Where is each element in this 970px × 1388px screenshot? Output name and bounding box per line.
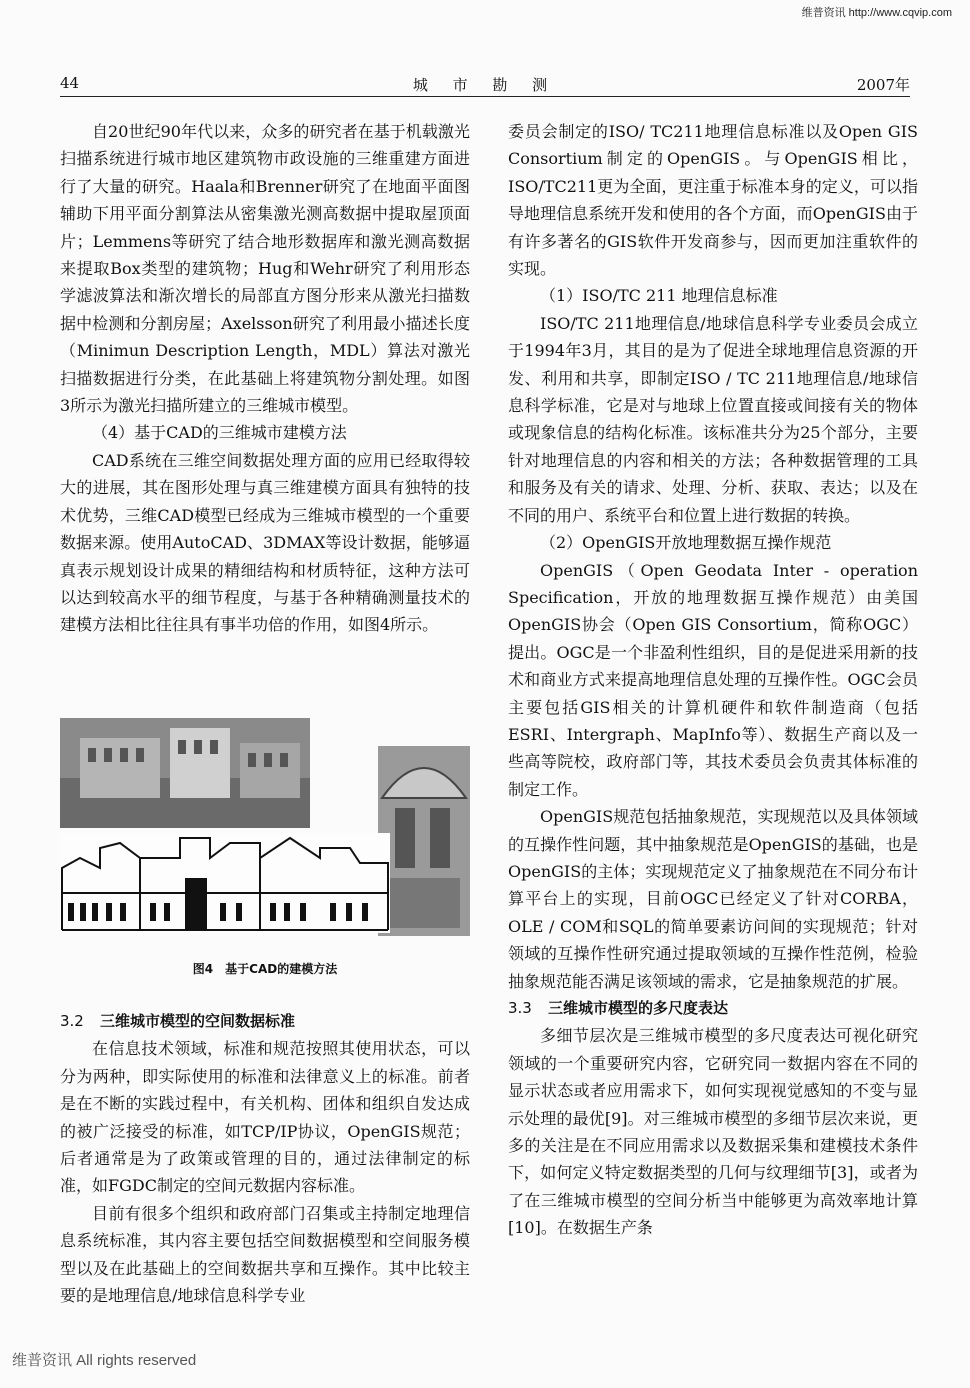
paragraph: OpenGIS规范包括抽象规范，实现规范以及具体领域的互操作性问题，其中抽象规范是OpenGIS的基础，也是OpenGIS的主体；实现规范定义了抽象规范在不同分布计算平台上的实现，目前OGC已经定义了针对CORBA，OLE / COM和SQL的简单要素访问间的实现规范；针对领域的互操作性研究通过提取领域的互操作性范例，检验抽象规范能否满足该领域的需求，它是抽象规范的扩展。 [508,807,918,991]
figure-4-cad-models [60,718,470,938]
page-header [60,72,910,97]
footer-watermark: 维普资讯 All rights reserved [12,1352,197,1369]
journal-title: 城 市 勘 测 [412,76,558,94]
building-illustration [60,718,470,938]
paragraph: CAD系统在三维空间数据处理方面的应用已经取得较大的进展，其在图形处理与真三维建模方面具有独特的技术优势，三维CAD模型已经成为三维城市模型的一个重要数据来源。使用AutoCAD、3DMAX等设计数据，能够逼真表示规划设计成果的精细结构和材质特征，这种方法可以达到较高水平的细节程度，与基于各种精确测量技术的建模方法相比往往具有事半功倍的作用，如图4所示。 [60,450,470,635]
paragraph: 目前有很多个组织和政府部门召集或主持制定地理信息系统标准，其内容主要包括空间数据模型和空间服务模型以及在此基础上的空间数据共享和互操作。其中比较主要的是地理信息/地球信息科学专业 [60,1203,470,1306]
left-column [60,118,470,639]
section-heading [508,995,918,1022]
section-title: 三维城市模型的多尺度表达 [548,999,729,1017]
paragraph: 委员会制定的ISO/ TC211地理信息标准以及Open GIS Consortium制定的OpenGIS。与OpenGIS相比，ISO/TC211更为全面，更注重于标准本身的定义，可以指导地理信息系统开发和使用的各个方面，而OpenGIS由于有许多著名的GIS软件开发商参与，因而更加注重软件的实现。 [508,122,918,279]
left-column-lower [60,1008,470,1309]
subheading: （2）OpenGIS开放地理数据互操作规范 [540,533,832,553]
right-column [508,118,918,1242]
page-number: 44 [60,74,80,92]
paragraph: ISO/TC 211地理信息/地球信息科学专业委员会成立于1994年3月，其目的是为了促进全球地理信息资源的开发、利用和共享，即制定ISO / TC 211地理信息/地球信息科学标准，它是对与地球上位置直接或间接有关的物体或现象信息的结构化标准。该标准共分为25个部分，主要针对地理信息的内容和相关的方法；各种数据管理的工具和服务及有关的请求、处理、分析、获取、表达；以及在不同的用户、系统平台和位置上进行数据的转换。 [508,313,918,525]
subheading: （4）基于CAD的三维城市建模方法 [92,423,347,443]
section-heading [60,1008,470,1035]
paragraph: 多细节层次是三维城市模型的多尺度表达可视化研究领域的一个重要研究内容，它研究同一数据内容在不同的显示状态或者应用需求下，如何实现视觉感知的不变与显示处理的最优[9]。对三维城市模型的多细节层次来说，更多的关注是在不同应用需求以及数据采集和建模技术条件下，如何定义特定数据类型的几何与纹理细节[3]，或者为了在三维城市模型的空间分析当中能够更为高效率地计算[10]。在数据生产条 [508,1026,918,1238]
site-watermark: 维普资讯 http://www.cqvip.com [801,7,952,19]
section-number: 3.2 [60,1012,84,1030]
paragraph: 自20世纪90年代以来，众多的研究者在基于机载激光扫描系统进行城市地区建筑物市政设施的三维重建方面进行了大量的研究。Haala和Brenner研究了在地面平面图辅助下用平面分割算法从密集激光测高数据中提取屋顶面片；Lemmens等研究了结合地形数据库和激光测高数据来提取Box类型的建筑物；Hug和Wehr研究了利用形态学滤波算法和渐次增长的局部直方图分形来从激光扫描数据中检测和分割房屋；Axelsson研究了利用最小描述长度（Minimun Description Length，MDL）算法对激光扫描数据进行分类，在此基础上将建筑物分割处理。如图3所示为激光扫描所建立的三维城市模型。 [60,122,470,416]
paragraph: 在信息技术领域，标准和规范按照其使用状态，可以分为两种，即实际使用的标准和法律意义上的标准。前者是在不断的实践过程中，有关机构、团体和组织自发达成的被广泛接受的标准，如TCP/IP协议，OpenGIS规范；后者通常是为了政策或管理的目的，通过法律制定的标准，如FGDC制定的空间元数据内容标准。 [60,1039,470,1196]
paragraph: OpenGIS（Open Geodata Inter - operation Specification，开放的地理数据互操作规范）由美国OpenGIS协会（Open GIS Consortium，简称OGC）提出。OGC是一个非盈利性组织，目的是促进采用新的技术和商业方式来提高地理信息处理的互操作性。OGC会员主要包括GIS相关的计算机硬件和软件制造商（包括ESRI、Intergraph、MapInfo等）、数据生产商以及一些高等院校，政府部门等，其技术委员会负责其体标准的制定工作。 [508,560,918,799]
subheading: （1）ISO/TC 211 地理信息标准 [540,286,778,306]
figure-caption: 图4 基于CAD的建模方法 [192,962,338,976]
section-title: 三维城市模型的空间数据标准 [100,1012,296,1030]
section-number: 3.3 [508,999,532,1017]
issue-year: 2007年 [856,76,910,94]
